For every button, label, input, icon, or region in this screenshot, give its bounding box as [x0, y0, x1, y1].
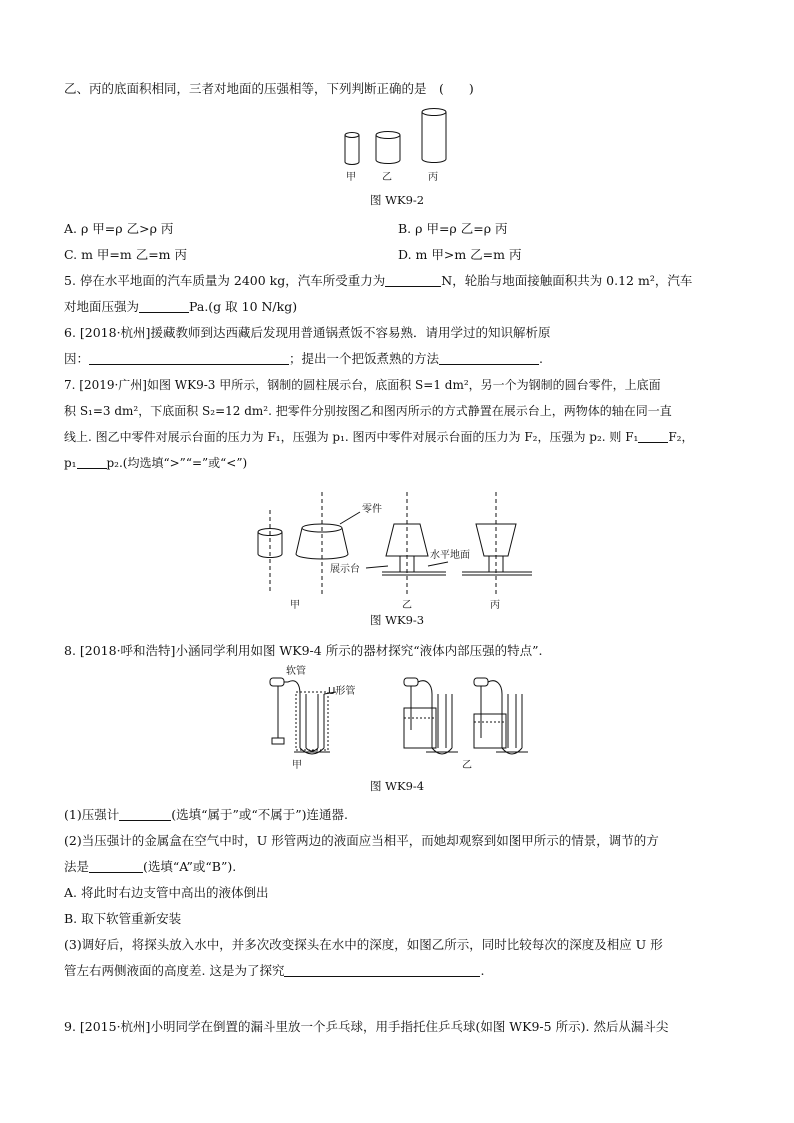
q8-sub1-text-a: (1)压强计: [64, 807, 120, 822]
q8-option-b: B. 取下软管重新安装: [64, 911, 182, 926]
fig2-label-yi: 乙: [382, 172, 392, 183]
cylinder-bing: [422, 109, 446, 116]
q8-sub2-text-a: 法是: [64, 859, 90, 874]
figure-wk9-3-caption: 图 WK9-3: [370, 613, 425, 627]
q8-sub3-line2: [64, 962, 484, 980]
figure-wk9-2-caption: 图 WK9-2: [370, 193, 425, 207]
fig2-label-bing: 丙: [428, 172, 438, 183]
q7-text-a: 线上. 图乙中零件对展示台面的压力为 F₁，压强为 p₁. 图丙中零件对展示台面的压力为 F₂，压强为 p₂. 则 F₁: [64, 430, 639, 444]
fig3-label-stand: 展示台: [330, 564, 360, 575]
q7-line2: 积 S₁=3 dm²，下底面积 S₂=12 dm². 把零件分别按图乙和图丙所示的方式静置在展示台上，两物体的轴在同一直: [64, 404, 672, 418]
q6-text-a: 因：: [64, 351, 90, 366]
q6-blank-reason[interactable]: [89, 351, 289, 365]
q7-text-b: F₂，: [668, 430, 694, 444]
hand-icon-2: [404, 678, 418, 686]
q7-text-d: p₂.(均选填“>”“=”或“<”): [106, 456, 248, 470]
q5-text-a: 5. 停在水平地面的汽车质量为 2400 kg，汽车所受重力为: [64, 273, 386, 288]
q8-blank-method[interactable]: [89, 859, 143, 873]
q8-sub2-line2: [64, 858, 236, 876]
q7-line3: [64, 428, 694, 446]
q8-option-a: A. 将此时右边支管中高出的液体倒出: [64, 885, 269, 900]
figure-wk9-2: [336, 100, 466, 190]
fig3-label-yi: 乙: [402, 600, 412, 610]
q4-text: 乙、丙的底面积相同，三者对地面的压强相等，下列判断正确的是 ( ): [64, 81, 474, 96]
figure-wk9-4-caption: 图 WK9-4: [370, 779, 425, 793]
q5-blank-gravity[interactable]: [385, 273, 441, 287]
q7-blank-force[interactable]: [638, 429, 668, 443]
fig3-label-jia: 甲: [290, 600, 300, 610]
q4-option-b: B. ρ 甲=ρ 乙=ρ 丙: [398, 221, 508, 236]
q6-line2: [64, 350, 543, 368]
q4-option-c: C. m 甲=m 乙=m 丙: [64, 247, 187, 262]
q7-blank-pressure[interactable]: [77, 455, 107, 469]
q5-text-c: 对地面压强为: [64, 299, 140, 314]
fig3-label-ground: 水平地面: [430, 550, 470, 561]
figure-wk9-3: [250, 486, 550, 610]
fig4-label-hose: 软管: [286, 666, 306, 677]
q8-sub2-text-b: (选填“A”或“B”).: [143, 859, 237, 874]
q8-sub2-line1: (2)当压强计的金属盒在空气中时，U 形管两边的液面应当相平，而她却观察到如图甲所示的情景，调节的方: [64, 833, 659, 848]
q6-line1: 6. [2018·杭州]援藏教师到达西藏后发现用普通锅煮饭不容易熟．请用学过的知识解析原: [64, 325, 551, 340]
cylinder-yi: [376, 132, 400, 139]
q7-text-c: p₁: [64, 456, 77, 470]
q4-option-a: A. ρ 甲=ρ 乙>ρ 丙: [64, 221, 174, 236]
q5-text-b: N，轮胎与地面接触面积共为 0.12 m²，汽车: [441, 273, 693, 288]
q7-line1: 7. [2019·广州]如图 WK9-3 甲所示，钢制的圆柱展示台，底面积 S=1 dm²，另一个为钢制的圆台零件，上底面: [64, 378, 661, 392]
q5-text-d: Pa.(g 取 10 N/kg): [189, 299, 298, 314]
fig4-label-yi: 乙: [462, 760, 472, 771]
q8-sub3-text-a: 管左右两侧液面的高度差. 这是为了探究: [64, 963, 285, 978]
q4-option-d: D. m 甲>m 乙=m 丙: [398, 247, 522, 262]
figure-wk9-4: [266, 664, 536, 774]
q7-line4: [64, 454, 247, 472]
q5-line1: [64, 272, 692, 290]
q5-blank-pressure[interactable]: [139, 299, 189, 313]
fig2-label-jia: 甲: [346, 172, 356, 183]
fig3-label-bing: 丙: [490, 600, 500, 610]
hand-icon-3: [474, 678, 488, 686]
q9-line1: 9. [2015·杭州]小明同学在倒置的漏斗里放一个乒乓球，用手指托住乒乓球(如图 WK9-5 所示). 然后从漏斗尖: [64, 1019, 669, 1034]
q8-sub3-text-b: .: [480, 963, 485, 978]
q6-text-c: .: [539, 351, 544, 366]
hand-icon: [270, 678, 284, 686]
q8-sub1-text-b: (选填“属于”或“不属于”)连通器.: [171, 807, 349, 822]
q8-sub1: [64, 806, 348, 824]
q6-text-b: ；提出一个把饭煮熟的方法: [289, 351, 440, 366]
fig4-label-utube: U形管: [328, 686, 356, 697]
q6-blank-method[interactable]: [439, 351, 539, 365]
fig3-label-part: 零件: [362, 504, 382, 515]
q8-line1: 8. [2018·呼和浩特]小涵同学利用如图 WK9-4 所示的器材探究“液体内部压强的特点”.: [64, 643, 543, 658]
cylinder-jia: [345, 133, 359, 138]
q5-line2: [64, 298, 297, 316]
q8-sub3-line1: (3)调好后，将探头放入水中，并多次改变探头在水中的深度，如图乙所示，同时比较每次的深度及相应 U 形: [64, 937, 663, 952]
fig4-label-jia: 甲: [292, 760, 302, 771]
q8-blank-explore[interactable]: [284, 963, 480, 977]
q8-blank-connector[interactable]: [119, 807, 171, 821]
